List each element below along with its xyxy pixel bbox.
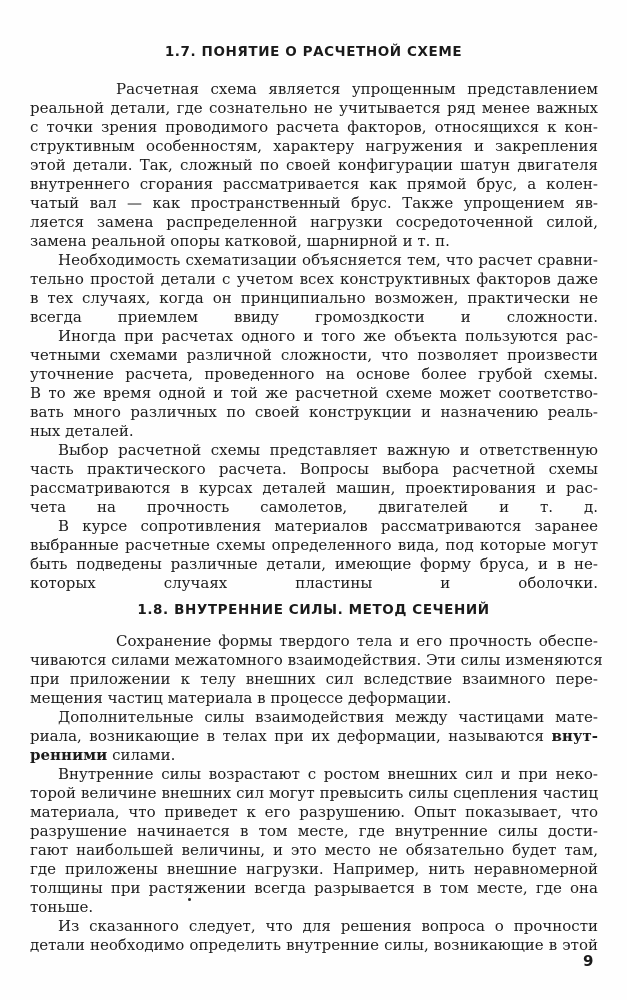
text-line: Сохранение формы твердого тела и его прочность обеспе- <box>116 632 598 650</box>
text-fragment: риала, возникающие в телах при их деформации, называются <box>30 727 544 745</box>
text-line: гают наибольшей величины, и это место не обязательно будет там, <box>30 841 598 859</box>
text-line: быть подведены различные детали, имеющие форму бруса, и в не- <box>30 555 598 573</box>
term-internal-forces-part2: ренними <box>30 746 108 764</box>
text-line: Из сказанного следует, что для решения вопроса о прочности <box>58 917 598 935</box>
text-line: детали необходимо определить внутренние силы, возникающие в этой <box>30 936 598 954</box>
text-line: материала, что приведет к его разрушению. Опыт показывает, что <box>30 803 598 821</box>
text-line: с точки зрения проводимого расчета факторов, относящихся к кон- <box>30 118 598 136</box>
text-line <box>30 727 598 746</box>
text-line: этой детали. Так, сложный по своей конфигурации шатун двигателя <box>30 156 598 174</box>
text-line: часть практического расчета. Вопросы выбора расчетной схемы <box>30 460 598 478</box>
text-line: разрушение начинается в том месте, где внутренние силы дости- <box>30 822 598 840</box>
text-line: В то же время одной и той же расчетной схеме может соответство- <box>30 384 598 402</box>
text-line: Иногда при расчетах одного и того же объекта пользуются рас- <box>58 327 598 345</box>
text-line: Выбор расчетной схемы представляет важную и ответственную <box>58 441 598 459</box>
text-line: мещения частиц материала в процессе деформации. <box>30 689 452 707</box>
text-line: ляется замена распределенной нагрузки сосредоточенной силой, <box>30 213 598 231</box>
text-line: торой величине внешних сил могут превысить силы сцепления частиц <box>30 784 598 802</box>
text-line: в тех случаях, когда он принципиально возможен, практически не <box>30 289 598 307</box>
page-number: 9 <box>583 952 594 970</box>
text-line: рассматриваются в курсах деталей машин, проектирования и рас- <box>30 479 598 497</box>
text-line: В курсе сопротивления материалов рассматриваются заранее <box>58 517 598 535</box>
text-line: Дополнительные силы взаимодействия между частицами мате- <box>58 708 598 726</box>
text-fragment: силами. <box>112 746 176 764</box>
text-line: всегда приемлем ввиду громоздкости и сложности. <box>30 308 598 326</box>
text-line: структивным особенностям, характеру нагружения и закрепления <box>30 137 598 155</box>
text-line: тоньше. <box>30 898 94 916</box>
text-line: Необходимость схематизации объясняется тем, что расчет сравни- <box>58 251 598 269</box>
text-line: где приложены внешние нагрузки. Например, нить неравномерной <box>30 860 598 878</box>
text-line: выбранные расчетные схемы определенного вида, под которые могут <box>30 536 598 554</box>
text-line: толщины при растяжении всегда разрывается в том месте, где она <box>30 879 598 897</box>
section-heading-internal-forces: 1.8. ВНУТРЕННИЕ СИЛЫ. МЕТОД СЕЧЕНИЙ <box>137 602 490 618</box>
print-speck <box>188 898 191 901</box>
text-line: замена реальной опоры катковой, шарнирной и т. п. <box>30 232 450 250</box>
text-line: которых случаях пластины и оболочки. <box>30 574 598 592</box>
text-line: четными схемами различной сложности, что позволяет произвести <box>30 346 598 364</box>
text-line <box>30 746 598 765</box>
term-internal-forces-part1: внут- <box>551 727 598 745</box>
text-line: внутреннего сгорания рассматривается как прямой брус, а колен- <box>30 175 598 193</box>
text-line: чатый вал — как пространственный брус. Также упрощением яв- <box>30 194 598 212</box>
text-line: ных деталей. <box>30 422 134 440</box>
text-line: чиваются силами межатомного взаимодействия. Эти силы изменяются <box>30 651 603 669</box>
text-line: Расчетная схема является упрощенным представлением <box>116 80 598 98</box>
text-line: уточнение расчета, проведенного на основе более грубой схемы. <box>30 365 598 383</box>
text-line: вать много различных по своей конструкции и назначению реаль- <box>30 403 598 421</box>
text-line: реальной детали, где сознательно не учитывается ряд менее важных <box>30 99 598 117</box>
text-line: тельно простой детали с учетом всех конструктивных факторов даже <box>30 270 598 288</box>
text-line: Внутренние силы возрастают с ростом внешних сил и при неко- <box>58 765 598 783</box>
section-heading-calculation-scheme: 1.7. ПОНЯТИЕ О РАСЧЕТНОЙ СХЕМЕ <box>164 44 463 60</box>
text-line: чета на прочность самолетов, двигателей и т. д. <box>30 498 598 516</box>
text-line: при приложении к телу внешних сил вследствие взаимного пере- <box>30 670 598 688</box>
